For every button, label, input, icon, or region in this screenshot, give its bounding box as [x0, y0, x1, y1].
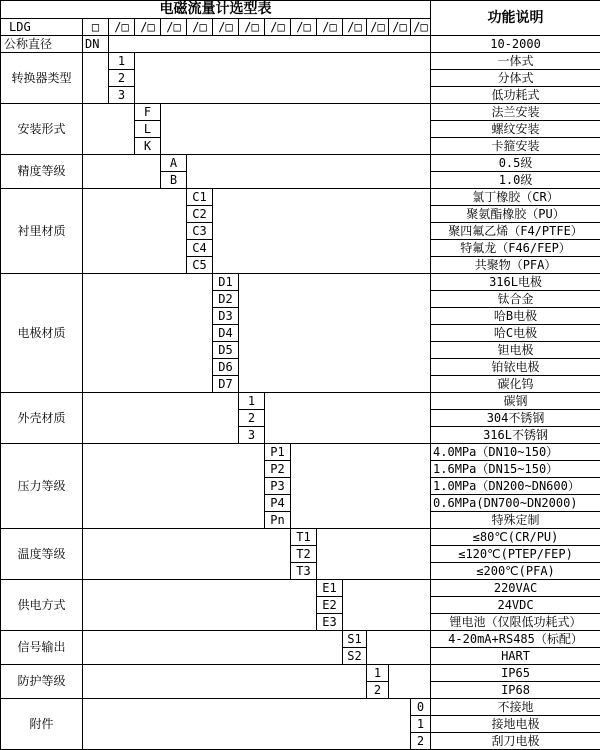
func-accessory-0: 不接地: [431, 699, 600, 716]
code-slash-box-3: /□: [161, 19, 187, 36]
func-liner-c4: 特氟龙（F46/FEP）: [431, 240, 600, 257]
code-accuracy-b: B: [161, 172, 187, 189]
func-electrode-d1: 316L电极: [431, 274, 600, 291]
code-slash-box-6: /□: [239, 19, 265, 36]
group-label-signal-output: 信号输出: [1, 631, 83, 665]
code-electrode-d7: D7: [213, 376, 239, 393]
func-liner-c1: 氯丁橡胶（CR）: [431, 189, 600, 206]
code-signal-s2: S2: [343, 648, 367, 665]
func-pressure-pn: 特殊定制: [431, 512, 600, 529]
group-label-housing: 外壳材质: [1, 393, 83, 444]
code-pressure-p4: P4: [265, 495, 291, 512]
func-mounting-l: 螺纹安装: [431, 121, 600, 138]
func-protection-2: IP68: [431, 682, 600, 699]
code-slash-box-10: /□: [343, 19, 367, 36]
func-accuracy-a: 0.5级: [431, 155, 600, 172]
code-slash-box-2: /□: [135, 19, 161, 36]
code-box: □: [83, 19, 109, 36]
spacer: [83, 580, 317, 631]
code-accessory-0: 0: [411, 699, 431, 716]
table-title: 电磁流量计选型表: [1, 1, 431, 19]
code-slash-box-8: /□: [291, 19, 317, 36]
func-dn-range: 10-2000: [431, 36, 600, 53]
spacer: [187, 155, 431, 189]
group-label-power-supply: 供电方式: [1, 580, 83, 631]
spacer: [83, 53, 109, 104]
code-electrode-d2: D2: [213, 291, 239, 308]
code-electrode-d4: D4: [213, 325, 239, 342]
func-power-e2: 24VDC: [431, 597, 600, 614]
spacer: [239, 274, 431, 393]
group-label-liner: 衬里材质: [1, 189, 83, 274]
code-protection-1: 1: [367, 665, 389, 682]
spacer: [83, 189, 187, 274]
code-accessory-1: 1: [411, 716, 431, 733]
code-mounting-f: F: [135, 104, 161, 121]
code-power-e1: E1: [317, 580, 343, 597]
func-accuracy-b: 1.0级: [431, 172, 600, 189]
code-converter-2: 2: [109, 70, 135, 87]
func-housing-2: 304不锈钢: [431, 410, 600, 427]
spacer: [83, 155, 161, 189]
spacer: [367, 631, 431, 665]
code-slash-box-7: /□: [265, 19, 291, 36]
code-liner-c5: C5: [187, 257, 213, 274]
spacer: [83, 104, 135, 155]
model-prefix: LDG: [1, 19, 83, 36]
func-mounting-f: 法兰安装: [431, 104, 600, 121]
func-pressure-p2: 1.6MPa（DN15~150）: [431, 461, 600, 478]
code-electrode-d6: D6: [213, 359, 239, 376]
spacer: [83, 665, 367, 699]
spacer: [83, 444, 265, 529]
function-column-header: 功能说明: [431, 1, 600, 36]
code-converter-3: 3: [109, 87, 135, 104]
code-signal-s1: S1: [343, 631, 367, 648]
func-liner-c3: 聚四氟乙烯（F4/PTFE）: [431, 223, 600, 240]
func-converter-3: 低功耗式: [431, 87, 600, 104]
spacer: [83, 631, 343, 665]
group-label-accuracy: 精度等级: [1, 155, 83, 189]
code-slash-box-4: /□: [187, 19, 213, 36]
func-signal-s2: HART: [431, 648, 600, 665]
func-liner-c2: 聚氨酯橡胶（PU）: [431, 206, 600, 223]
spacer: [83, 699, 411, 750]
spacer: [265, 393, 431, 444]
group-label-accessories: 附件: [1, 699, 83, 750]
code-slash-box-11: /□: [367, 19, 389, 36]
func-signal-s1: 4-20mA+RS485（标配）: [431, 631, 600, 648]
func-converter-1: 一体式: [431, 53, 600, 70]
func-pressure-p4: 0.6MPa(DN700~DN2000): [431, 495, 600, 512]
func-electrode-d2: 钛合金: [431, 291, 600, 308]
spacer: [161, 104, 431, 155]
code-mounting-l: L: [135, 121, 161, 138]
code-pressure-p3: P3: [265, 478, 291, 495]
func-electrode-d5: 钽电极: [431, 342, 600, 359]
spacer: [389, 665, 431, 699]
code-accuracy-a: A: [161, 155, 187, 172]
group-label-electrode: 电极材质: [1, 274, 83, 393]
func-housing-1: 碳钢: [431, 393, 600, 410]
group-label-nominal-diameter: 公称直径: [1, 36, 83, 53]
group-label-mounting: 安装形式: [1, 104, 83, 155]
func-power-e3: 锂电池（仅限低功耗式）: [431, 614, 600, 631]
code-housing-3: 3: [239, 427, 265, 444]
group-label-protection: 防护等级: [1, 665, 83, 699]
spacer: [109, 36, 431, 53]
spacer: [343, 580, 431, 631]
func-power-e1: 220VAC: [431, 580, 600, 597]
code-electrode-d1: D1: [213, 274, 239, 291]
group-label-converter-type: 转换器类型: [1, 53, 83, 104]
code-housing-1: 1: [239, 393, 265, 410]
code-power-e2: E2: [317, 597, 343, 614]
spacer: [317, 529, 431, 580]
code-pressure-p1: P1: [265, 444, 291, 461]
code-converter-1: 1: [109, 53, 135, 70]
code-slash-box-12: /□: [389, 19, 411, 36]
spacer: [291, 444, 431, 529]
spacer: [83, 274, 213, 393]
code-liner-c4: C4: [187, 240, 213, 257]
code-slash-box-9: /□: [317, 19, 343, 36]
code-housing-2: 2: [239, 410, 265, 427]
code-dn: DN: [83, 36, 109, 53]
code-temperature-t1: T1: [291, 529, 317, 546]
code-power-e3: E3: [317, 614, 343, 631]
spacer: [213, 189, 431, 274]
func-accessory-1: 接地电极: [431, 716, 600, 733]
code-slash-box-13: /□: [411, 19, 431, 36]
code-slash-box-1: /□: [109, 19, 135, 36]
code-temperature-t2: T2: [291, 546, 317, 563]
func-electrode-d6: 铂铱电极: [431, 359, 600, 376]
func-housing-3: 316L不锈钢: [431, 427, 600, 444]
spacer: [83, 529, 291, 580]
group-label-temperature: 温度等级: [1, 529, 83, 580]
code-electrode-d3: D3: [213, 308, 239, 325]
func-temperature-t1: ≤80℃(CR/PU): [431, 529, 600, 546]
code-slash-box-5: /□: [213, 19, 239, 36]
func-mounting-k: 卡箍安装: [431, 138, 600, 155]
code-liner-c2: C2: [187, 206, 213, 223]
func-electrode-d7: 碳化钨: [431, 376, 600, 393]
spacer: [83, 393, 239, 444]
func-liner-c5: 共聚物（PFA）: [431, 257, 600, 274]
func-electrode-d4: 哈C电极: [431, 325, 600, 342]
spacer: [135, 53, 431, 104]
code-electrode-d5: D5: [213, 342, 239, 359]
code-pressure-pn: Pn: [265, 512, 291, 529]
func-electrode-d3: 哈B电极: [431, 308, 600, 325]
code-protection-2: 2: [367, 682, 389, 699]
code-temperature-t3: T3: [291, 563, 317, 580]
code-accessory-2: 2: [411, 733, 431, 750]
func-accessory-2: 刮刀电极: [431, 733, 600, 750]
func-protection-1: IP65: [431, 665, 600, 682]
func-converter-2: 分体式: [431, 70, 600, 87]
code-mounting-k: K: [135, 138, 161, 155]
func-temperature-t2: ≤120℃(PTEP/FEP): [431, 546, 600, 563]
code-pressure-p2: P2: [265, 461, 291, 478]
code-liner-c1: C1: [187, 189, 213, 206]
func-pressure-p1: 4.0MPa（DN10~150）: [431, 444, 600, 461]
func-temperature-t3: ≤200℃(PFA): [431, 563, 600, 580]
group-label-pressure: 压力等级: [1, 444, 83, 529]
code-liner-c3: C3: [187, 223, 213, 240]
func-pressure-p3: 1.0MPa（DN200~DN600）: [431, 478, 600, 495]
